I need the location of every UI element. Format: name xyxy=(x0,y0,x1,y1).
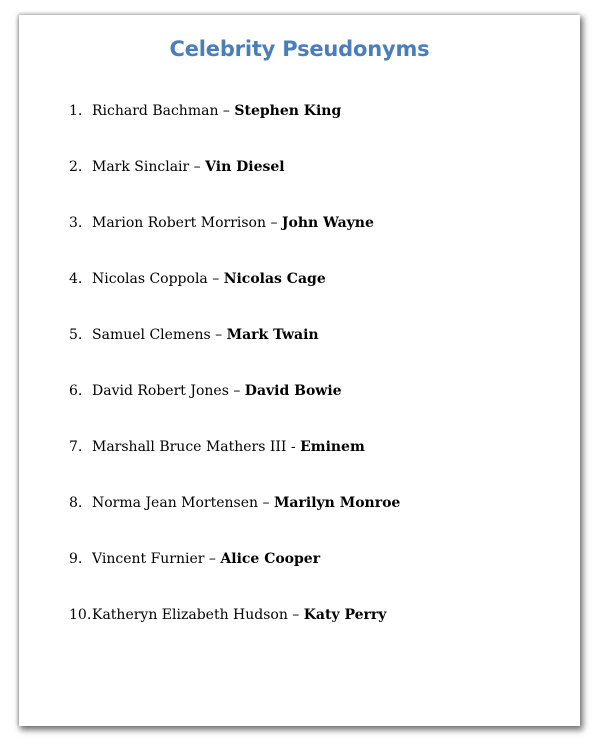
item-number: 3. xyxy=(69,215,83,231)
list-item xyxy=(69,157,400,213)
real-name: Samuel Clemens xyxy=(92,327,211,343)
list-item xyxy=(69,381,400,437)
separator: – xyxy=(266,215,282,231)
item-number: 10. xyxy=(69,607,92,623)
real-name: Vincent Furnier xyxy=(92,551,205,567)
real-name: David Robert Jones xyxy=(92,383,229,399)
pseudonym: Nicolas Cage xyxy=(223,271,326,287)
item-number: 6. xyxy=(69,383,83,399)
separator: – xyxy=(210,327,227,343)
item-number: 1. xyxy=(69,103,83,119)
list-item xyxy=(69,213,400,269)
page-title: Celebrity Pseudonyms xyxy=(169,37,430,61)
real-name: Norma Jean Mortensen xyxy=(92,495,259,511)
pseudonym: Stephen King xyxy=(234,103,342,119)
real-name: Nicolas Coppola xyxy=(92,271,208,287)
list-item xyxy=(69,549,400,605)
real-name: Marshall Bruce Mathers III xyxy=(92,439,287,455)
pseudonym: John Wayne xyxy=(281,215,374,231)
list-item xyxy=(69,325,400,381)
item-number: 7. xyxy=(69,439,83,455)
real-name: Katheryn Elizabeth Hudson xyxy=(92,607,288,623)
pseudonym: Eminem xyxy=(300,439,365,455)
list-item xyxy=(69,437,400,493)
separator: – xyxy=(204,551,221,567)
pseudonym: Marilyn Monroe xyxy=(273,495,401,511)
separator: – xyxy=(258,495,274,511)
separator: – xyxy=(228,383,245,399)
list-item xyxy=(69,101,400,157)
pseudonym: Katy Perry xyxy=(303,607,387,623)
pseudonym: Vin Diesel xyxy=(205,159,285,175)
separator: - xyxy=(286,439,301,455)
separator: – xyxy=(218,103,235,119)
item-number: 8. xyxy=(69,495,83,511)
pseudonym-list xyxy=(69,101,400,661)
real-name: Mark Sinclair xyxy=(92,159,190,175)
list-item xyxy=(69,493,400,549)
real-name: Marion Robert Morrison xyxy=(92,215,266,231)
real-name: Richard Bachman xyxy=(92,103,219,119)
item-number: 9. xyxy=(69,551,83,567)
item-number: 4. xyxy=(69,271,83,287)
item-number: 2. xyxy=(69,159,83,175)
item-number: 5. xyxy=(69,327,83,343)
list-item xyxy=(69,605,400,661)
pseudonym: Mark Twain xyxy=(226,327,319,343)
separator: – xyxy=(189,159,206,175)
document-page xyxy=(19,15,580,726)
pseudonym: Alice Cooper xyxy=(220,551,321,567)
separator: – xyxy=(207,271,224,287)
pseudonym: David Bowie xyxy=(244,383,342,399)
separator: – xyxy=(287,607,304,623)
list-item xyxy=(69,269,400,325)
